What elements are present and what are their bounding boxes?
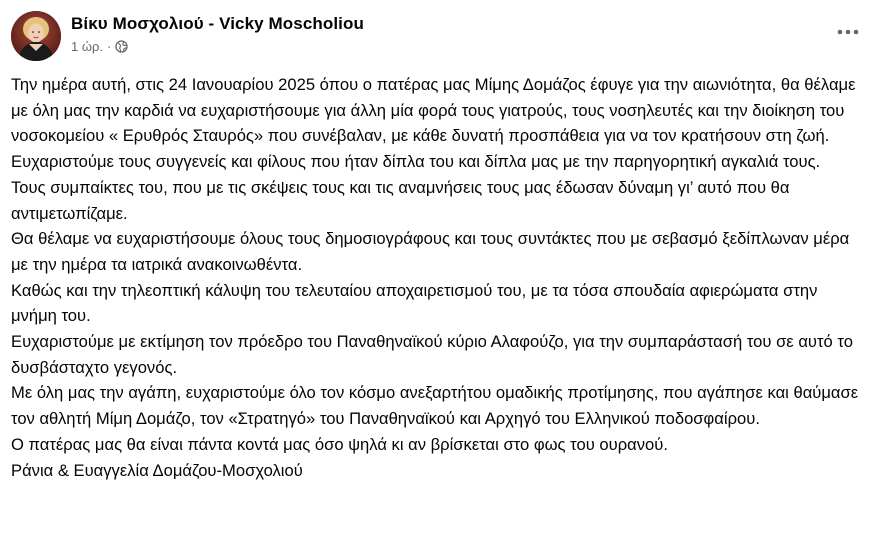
author-name[interactable]: Βίκυ Μοσχολιού - Vicky Moscholiou bbox=[71, 14, 364, 33]
post-paragraph: Καθώς και την τηλεοπτική κάλυψη του τελευταίου αποχαιρετισμού του, με τα τόσα σπουδαία αφιερώματα στην μνήμη του. bbox=[11, 280, 818, 326]
globe-icon[interactable] bbox=[115, 40, 128, 53]
post-paragraph: Θα θέλαμε να ευχαριστήσουμε όλους τους δημοσιογράφους και τους συντάκτες που με σεβασμό ξεδίπλωναν μέρα με την ημέρα τα ιατρικά ανακοινωθέντα. bbox=[11, 229, 850, 274]
post-paragraph: Ευχαριστούμε με εκτίμηση τον πρόεδρο του Παναθηναϊκού κύριο Αλαφούζο, για την συμπαράστασή του σε αυτό το δυσβάσταχτο γεγονός. bbox=[11, 332, 853, 377]
more-options-button[interactable] bbox=[830, 18, 866, 46]
post-paragraph: Τους συμπαίκτες του, που με τις σκέψεις τους και τις αναμνήσεις τους μας έδωσαν δύναμη γι’ αυτό που θα αντιμετωπίζαμε. bbox=[11, 177, 790, 223]
more-horizontal-icon bbox=[837, 29, 859, 35]
post-paragraph: Την ημέρα αυτή, στις 24 Ιανουαρίου 2025 όπου ο πατέρας μας Μίμης Δομάζος έφυγε για την αιωνιότητα, θα θέλαμε με όλη μας την καρδιά να ευχαριστήσουμε για άλλη μία φορά τους γιατρούς, τους νοσηλευτές και την διοίκηση του νοσοκομείου « Ερυθρός Σταυρός» που συνέβαλαν, με κάθε δυνατή προσπάθεια για να τον κρατήσουν στη ζωή. bbox=[11, 75, 856, 146]
avatar-image bbox=[11, 11, 61, 61]
post-meta bbox=[71, 39, 128, 54]
post-timestamp[interactable]: 1 ώρ. bbox=[71, 39, 103, 54]
meta-separator: · bbox=[107, 39, 112, 54]
avatar[interactable] bbox=[11, 11, 61, 61]
post-signature: Ράνια & Ευαγγελία Δομάζου-Μοσχολιού bbox=[11, 460, 303, 480]
post-text bbox=[11, 72, 867, 483]
post-paragraph: Ο πατέρας μας θα είναι πάντα κοντά μας όσο ψηλά κι αν βρίσκεται στο φως του ουρανού. bbox=[11, 434, 668, 454]
post-paragraph: Με όλη μας την αγάπη, ευχαριστούμε όλο τον κόσμο ανεξαρτήτου ομαδικής προτίμησης, που αγάπησε και θαύμασε τον αθλητή Μίμη Δομάζο, τον «Στρατηγό» του Παναθηναϊκού και Αρχηγό του Ελληνικού ποδοσφαίρου. bbox=[11, 383, 859, 429]
post-paragraph: Ευχαριστούμε τους συγγενείς και φίλους που ήταν δίπλα του και δίπλα μας με την παρηγορητική αγκαλιά τους. bbox=[11, 152, 821, 172]
